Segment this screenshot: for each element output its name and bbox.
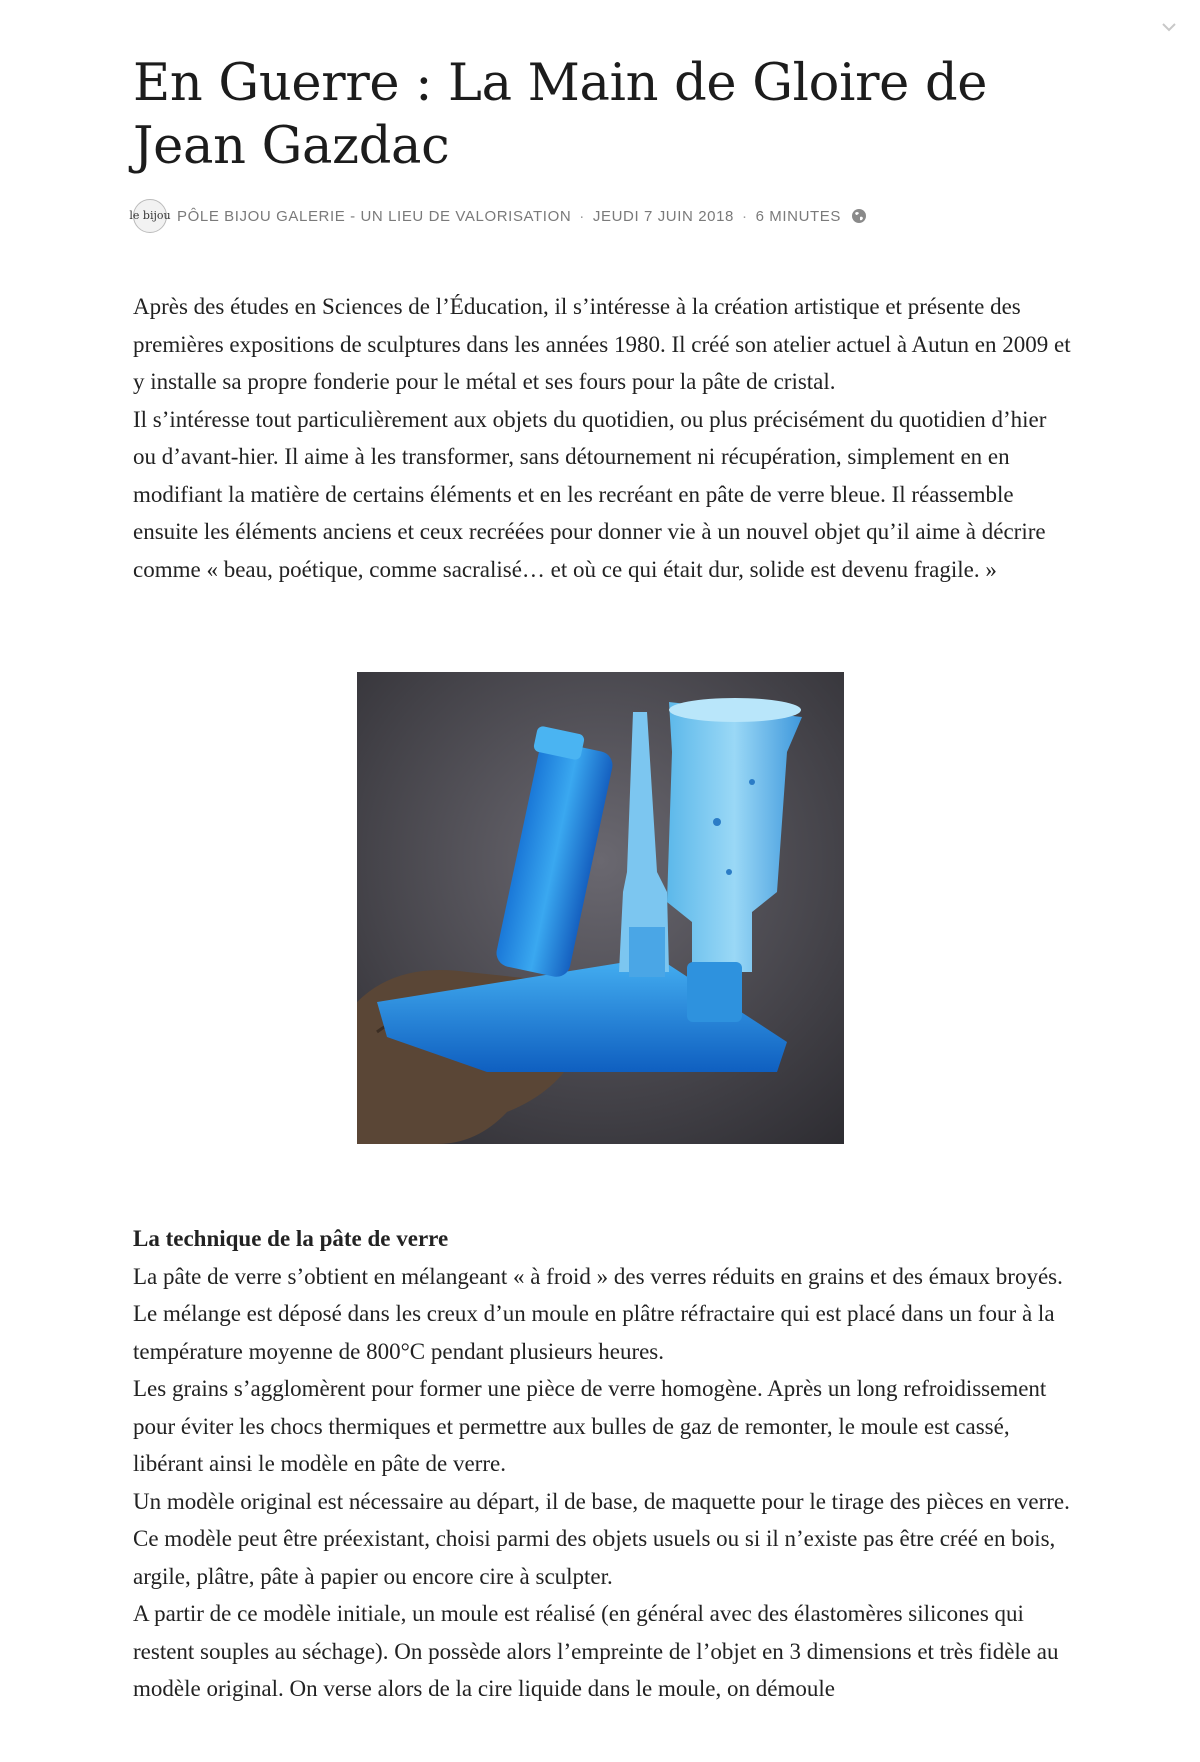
paragraph: Les grains s’agglomèrent pour former une pièce de verre homogène. Après un long refroidissement pour éviter les chocs thermiques et permettre aux bulles de gaz de remonter, le moule est cassé, libérant ainsi le modèle en pâte de verre.: [133, 1376, 1047, 1476]
post-meta: [129, 198, 1073, 234]
meta-separator: ·: [579, 207, 585, 225]
author-link[interactable]: PÔLE BIJOU GALERIE - UN LIEU DE VALORISATION: [177, 207, 572, 225]
reading-time: 6 MINUTES: [755, 207, 842, 225]
globe-icon: [851, 208, 867, 224]
artwork-photo: [357, 672, 844, 1144]
intro-text: [133, 288, 1073, 588]
post-date[interactable]: JEUDI 7 JUIN 2018: [592, 207, 734, 225]
page-title: En Guerre : La Main de Gloire de Jean Gazdac: [133, 54, 988, 176]
paragraph: Après des études en Sciences de l’Éducation, il s’intéresse à la création artistique et présente des premières expositions de sculptures dans les années 1980. Il créé son atelier actuel à Autun en 2009 et y installe sa propre fonderie pour le métal et ses fours pour la pâte de cristal.: [133, 294, 1071, 394]
paragraph: La pâte de verre s’obtient en mélangeant « à froid » des verres réduits en grains et des émaux broyés. Le mélange est déposé dans les creux d’un moule en plâtre réfractaire qui est placé dans un four à la température moyenne de 800°C pendant plusieurs heures.: [133, 1263, 1063, 1364]
chevron-down-icon[interactable]: [1160, 20, 1178, 34]
paragraph: Il s’intéresse tout particulièrement aux objets du quotidien, ou plus précisément du quotidien d’hier ou d’avant-hier. Il aime à les transformer, sans détournement ni récupération, simplement en en modifiant la matière de certains éléments et en les recréant en pâte de verre bleue. Il réassemble ensuite les éléments anciens et ceux recréées pour donner vie à un nouvel objet qu’il aime à décrire comme « beau, poétique, comme sacralisé… et où ce qui était dur, solide est devenu fragile. »: [133, 406, 1047, 582]
paragraph: A partir de ce modèle initiale, un moule est réalisé (en général avec des élastomères silicones qui restent souples au séchage). On possède alors l’empreinte de l’objet en 3 dimensions et très fidèle au modèle original. On verse alors de la cire liquide dans le moule, on démoule: [133, 1601, 1059, 1701]
technique-section: [133, 1220, 1073, 1708]
avatar[interactable]: le bijou: [133, 199, 167, 233]
meta-separator: ·: [741, 207, 748, 225]
section-heading: La technique de la pâte de verre: [133, 1226, 449, 1251]
article: [129, 52, 1073, 1708]
paragraph: Un modèle original est nécessaire au départ, il de base, de maquette pour le tirage des pièces en verre. Ce modèle peut être préexistant, choisi parmi des objets usuels ou si il n’existe pas être créé en bois, argile, plâtre, pâte à papier ou encore cire à sculpter.: [133, 1488, 1070, 1589]
